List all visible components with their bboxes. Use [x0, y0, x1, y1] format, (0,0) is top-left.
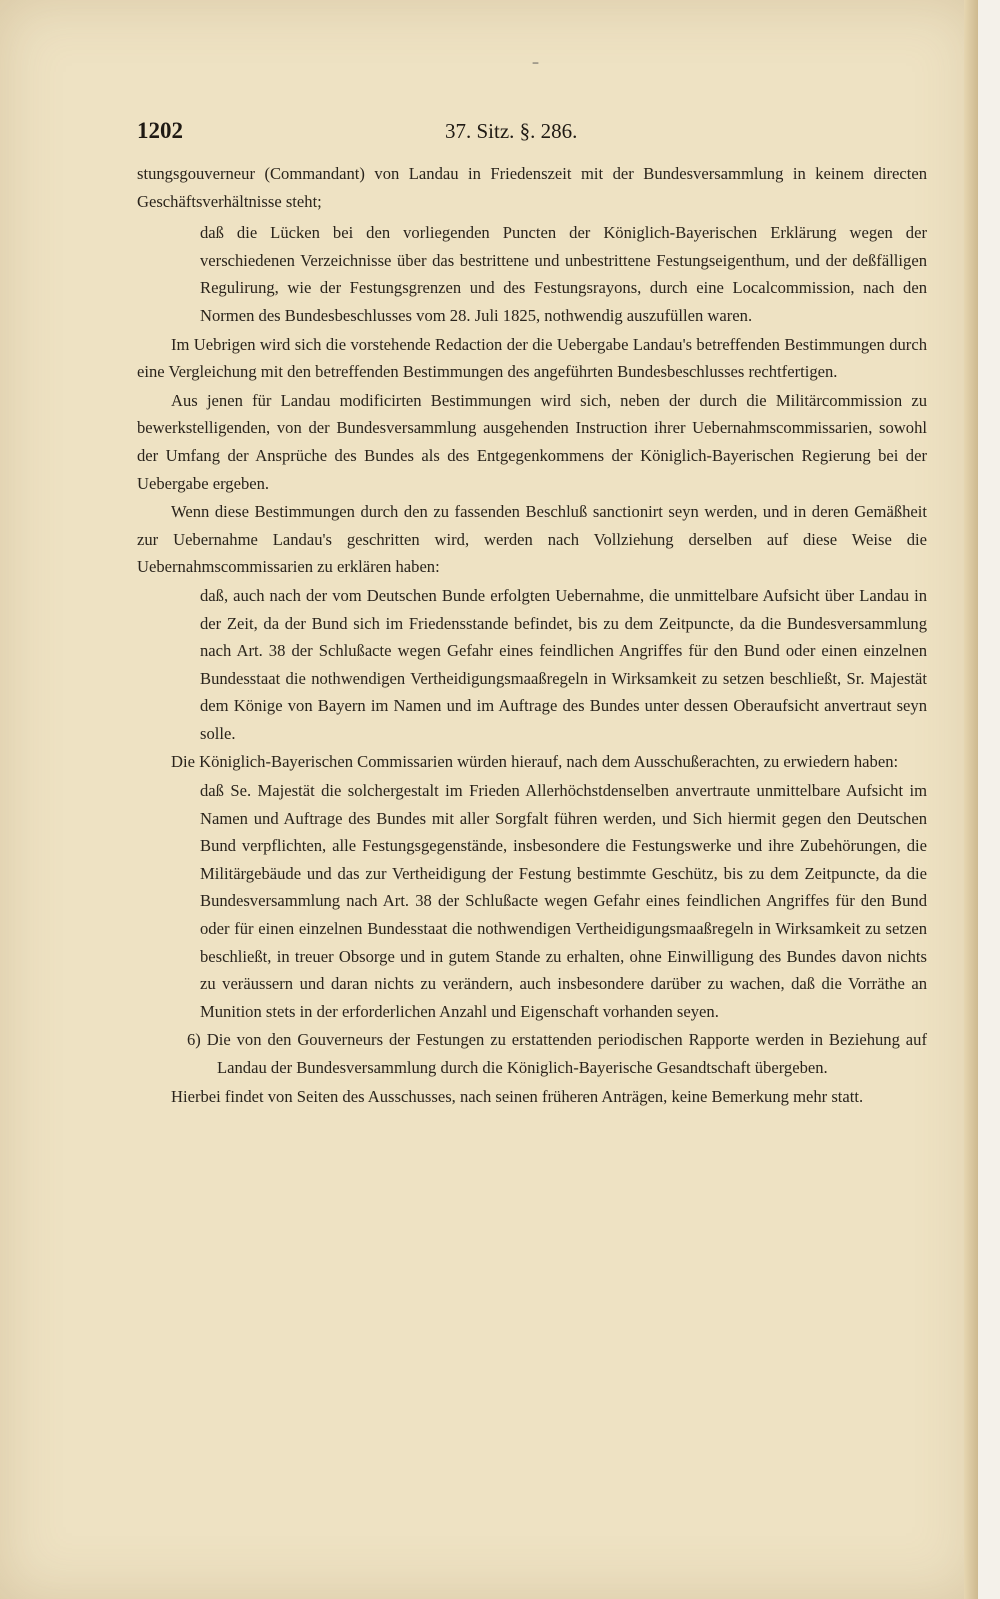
paragraph-continuation: stungsgouverneur (Commandant) von Landau in Friedenszeit mit der Bundesversammlung in keinem directen Geschäftsverhältnisse steht;: [137, 164, 927, 211]
paragraph-im-uebrigen: Im Uebrigen wird sich die vorstehende Redaction der die Uebergabe Landau's betreffenden Bestimmungen durch eine Vergleichung mit den betreffenden Bestimmungen des angeführten Bundesbeschlusses rechtfertigen.: [137, 334, 927, 382]
paragraph-commissarien: Die Königlich-Bayerischen Commissarien würden hierauf, nach dem Ausschußerachten, zu erwiedern haben:: [171, 752, 899, 772]
page-header: [137, 118, 927, 148]
paragraph-wenn-diese: Wenn diese Bestimmungen durch den zu fassenden Beschluß sanctionirt seyn werden, und in deren Gemäßheit zur Uebernahme Landau's geschritten wird, werden nach Vollziehung derselben auf diese Weise die Uebernahmscommissarien zu erklären haben:: [137, 502, 927, 577]
quoted-declaration: daß, auch nach der vom Deutschen Bunde erfolgten Uebernahme, die unmittelbare Aufsicht über Landau in der Zeit, da der Bund sich im Friedensstande befindet, bis zu dem Zeitpuncte, da die Bundesversammlung nach Art. 38 der Schlußacte wegen Gefahr eines feindlichen Angriffes für den Bund oder einen einzelnen Bundesstaat die nothwendigen Vertheidigungsmaaßregeln in Wirksamkeit zu setzen beschließt, Sr. Majestät dem Könige von Bayern im Namen und im Auftrage des Bundes unter dessen Oberaufsicht anvertraut seyn solle.: [200, 585, 927, 743]
page-edge: [978, 0, 1000, 1599]
top-mark: –: [532, 55, 539, 71]
paragraph-dass-luecken: daß die Lücken bei den vorliegenden Puncten der Königlich-Bayerischen Erklärung wegen der verschiedenen Verzeichnisse über das bestrittene und unbestrittene Festungseigenthum, und der deßfälligen Regulirung, wie der Festungsgrenzen und des Festungsrayons, durch eine Localcommission, nach den Normen des Bundesbeschlusses vom 28. Juli 1825, nothwendig auszufüllen waren.: [200, 223, 927, 325]
page-gutter: [964, 0, 978, 1599]
paragraph-hierbei: Hierbei findet von Seiten des Ausschusses, nach seinen früheren Anträgen, keine Bemerkung mehr statt.: [171, 1086, 864, 1106]
numbered-item-6: 6) Die von den Gouverneurs der Festungen zu erstattenden periodischen Rapporte werden in Beziehung auf Landau der Bundesversammlung durch die Königlich-Bayerische Gesandtschaft übergeben.: [187, 1030, 927, 1077]
quoted-reply: daß Se. Majestät die solchergestalt im Frieden Allerhöchstdenselben anvertraute unmittelbare Aufsicht im Namen und Auftrage des Bundes mit aller Sorgfalt führen werden, und Sich hiermit gegen den Deutschen Bund verpflichten, alle Festungsgegenstände, insbesondere die Festungswerke und ihre Zubehörungen, die Militärgebäude und das zur Vertheidigung der Festung bestimmte Geschütz, bis zu dem Zeitpuncte, da die Bundesversammlung nach Art. 38 der Schlußacte wegen Gefahr eines feindlichen Angriffes für den Bund oder für einen einzelnen Bundesstaat die nothwendigen Vertheidigungsmaaßregeln in Wirksamkeit zu setzen beschließt, in treuer Obsorge und in gutem Stande zu erhalten, ohne Einwilligung des Bundes davon nichts zu veräussern und daran nichts zu verändern, auch insbesondere darüber zu wachen, daß die Vorräthe an Munition stets in der erforderlichen Anzahl und Eigenschaft vorhanden seyen.: [200, 781, 927, 1021]
running-head: 37. Sitz. §. 286.: [445, 119, 578, 143]
page-number: 1202: [137, 118, 183, 143]
paragraph-aus-jenen: Aus jenen für Landau modificirten Bestimmungen wird sich, neben der durch die Militärcommission zu bewerkstelligenden, von der Bundesversammlung ausgehenden Instruction ihrer Uebernahmscommissarien, sowohl der Umfang der Ansprüche des Bundes als des Entgegenkommens der Königlich-Bayerischen Regierung bei der Uebergabe ergeben.: [137, 390, 927, 493]
body-text: [137, 160, 927, 1110]
